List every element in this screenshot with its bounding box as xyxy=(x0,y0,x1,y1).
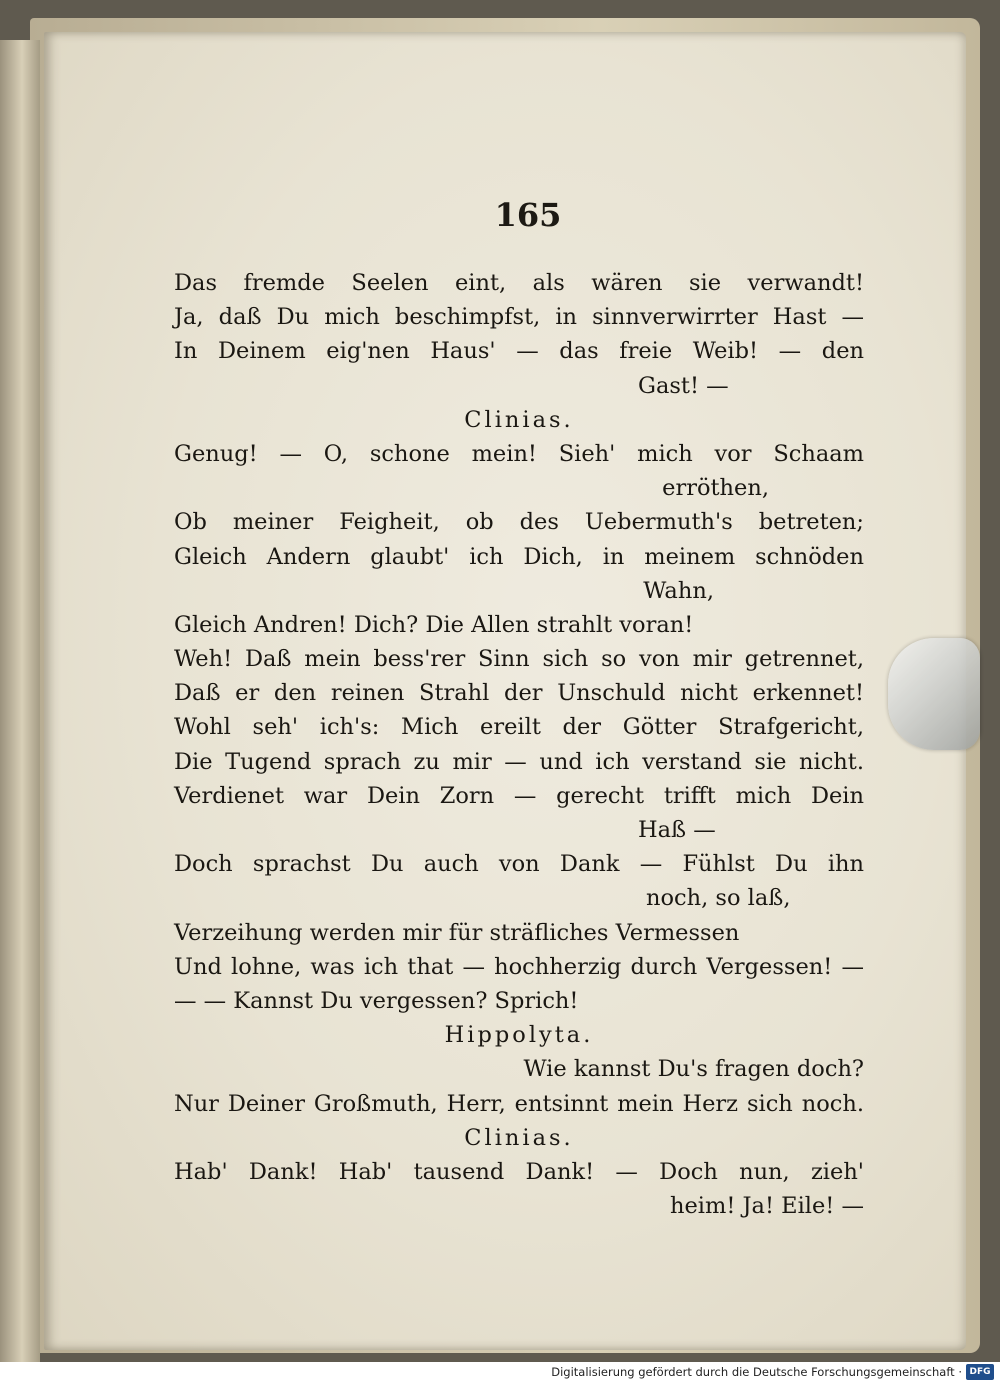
text-line: Und lohne, was ich that — hochherzig durch Vergessen! — xyxy=(174,953,864,980)
text-line: Wohl seh' ich's: Mich ereilt der Götter Strafgericht, xyxy=(174,714,864,741)
speaker-name: Clinias. xyxy=(464,406,574,433)
text-line: Ja, daß Du mich beschimpfst, in sinnverwirrter Hast — xyxy=(174,304,864,331)
text-line: Das fremde Seelen eint, als wären sie verwandt! xyxy=(174,270,864,296)
text-line: heim! Ja! Eile! — xyxy=(670,1193,864,1220)
text-line: Weh! Daß mein bess'rer Sinn sich so von mir getrennet, xyxy=(174,646,864,673)
footer-bar xyxy=(0,1362,1000,1385)
text-line: Wie kannst Du's fragen doch? xyxy=(523,1056,864,1083)
speaker-name: Hippolyta. xyxy=(444,1022,594,1049)
page-clip xyxy=(888,638,980,750)
text-line: Verzeihung werden mir für sträfliches Vermessen xyxy=(174,919,740,946)
text-line: noch, so laß, xyxy=(646,885,791,912)
text-line: Gast! — xyxy=(638,372,729,399)
text-line: Haß — xyxy=(638,817,716,843)
text-line: Gleich Andern glaubt' ich Dich, in meinem schnöden xyxy=(174,543,864,570)
text-line: Die Tugend sprach zu mir — und ich verstand sie nicht. xyxy=(174,748,864,775)
dfg-logo[interactable]: DFG xyxy=(966,1364,994,1380)
text-line: Ob meiner Feigheit, ob des Uebermuth's betreten; xyxy=(174,509,864,536)
text-line: Genug! — O, schone mein! Sieh' mich vor Schaam xyxy=(174,440,864,467)
speaker-name: Clinias. xyxy=(464,1124,574,1151)
funding-credit: Digitalisierung gefördert durch die Deutsche Forschungsgemeinschaft · xyxy=(551,1365,962,1379)
left-page-edge xyxy=(0,40,40,1362)
text-line: Wahn, xyxy=(643,577,714,604)
text-line: Verdienet war Dein Zorn — gerecht trifft mich Dein xyxy=(174,782,864,809)
text-line: Hab' Dank! Hab' tausend Dank! — Doch nun, zieh' xyxy=(174,1158,864,1185)
text-line: Doch sprachst Du auch von Dank — Fühlst Du ihn xyxy=(174,851,864,878)
text-line: In Deinem eig'nen Haus' — das freie Weib! — den xyxy=(174,338,864,365)
text-line: Daß er den reinen Strahl der Unschuld nicht erkennet! xyxy=(174,680,864,707)
text-line: — — Kannst Du vergessen? Sprich! xyxy=(174,987,579,1014)
text-line: Gleich Andren! Dich? Die Allen strahlt voran! xyxy=(174,611,694,638)
page-number: 165 xyxy=(494,196,562,234)
text-line: erröthen, xyxy=(662,475,769,502)
text-line: Nur Deiner Großmuth, Herr, entsinnt mein Herz sich noch. xyxy=(174,1090,864,1117)
page-text xyxy=(174,266,864,1223)
